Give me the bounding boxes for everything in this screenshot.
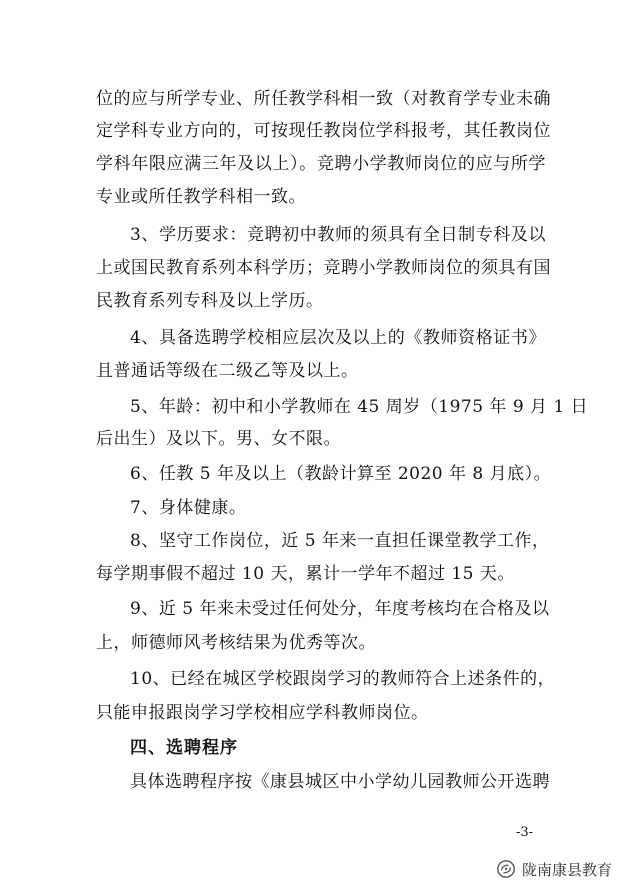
section-heading: 四、选聘程序 (130, 738, 238, 758)
watermark-text: 陇南康县教育 (522, 860, 613, 879)
text-line: 学科年限应满三年及以上）。竞聘小学教师岗位的应与所学 (96, 154, 546, 174)
text-line: 3、学历要求：竞聘初中教师的须具有全日制专科及以 (130, 225, 546, 245)
text-line: 6、任教 5 年及以上（教龄计算至 2020 年 8 月底）。 (130, 464, 552, 484)
text-line: 定学科专业方向的，可按现任教岗位学科报考，其任教岗位 (96, 121, 551, 141)
text-line: 4、具备选聘学校相应层次及以上的《教师资格证书》 (130, 328, 546, 348)
text-line: 每学期事假不超过 10 天，累计一学年不超过 15 天。 (96, 564, 515, 584)
text-line: 5、年龄：初中和小学教师在 45 周岁（1975 年 9 月 1 日 (130, 397, 589, 417)
text-line: 9、近 5 年来未受过任何处分，年度考核均在合格及以 (130, 599, 550, 619)
text-line: 且普通话等级在二级乙等及以上。 (96, 361, 359, 381)
text-line: 专业或所任教学科相一致。 (96, 187, 306, 207)
text-line: 民教育系列专科及以上学历。 (96, 291, 324, 311)
text-line: 后出生）及以下。男、女不限。 (96, 429, 341, 449)
text-line: 上，师德师风考核结果为优秀等次。 (96, 633, 376, 653)
text-line: 10、已经在城区学校跟岗学习的教师符合上述条件的， (130, 669, 556, 689)
wechat-official-account-icon (496, 859, 516, 879)
text-line: 上或国民教育系列本科学历；竞聘小学教师岗位的须具有国 (96, 258, 551, 278)
watermark (496, 858, 612, 880)
text-line: 8、坚守工作岗位，近 5 年来一直担任课堂教学工作， (130, 531, 550, 551)
text-line: 具体选聘程序按《康县城区中小学幼儿园教师公开选聘 (130, 772, 550, 792)
page-number: -3- (516, 825, 534, 840)
text-line: 位的应与所学专业、所任教学科相一致（对教育学专业未确 (96, 89, 551, 109)
text-line: 7、身体健康。 (130, 498, 247, 518)
text-line: 只能申报跟岗学习学校相应学科教师岗位。 (96, 703, 429, 723)
